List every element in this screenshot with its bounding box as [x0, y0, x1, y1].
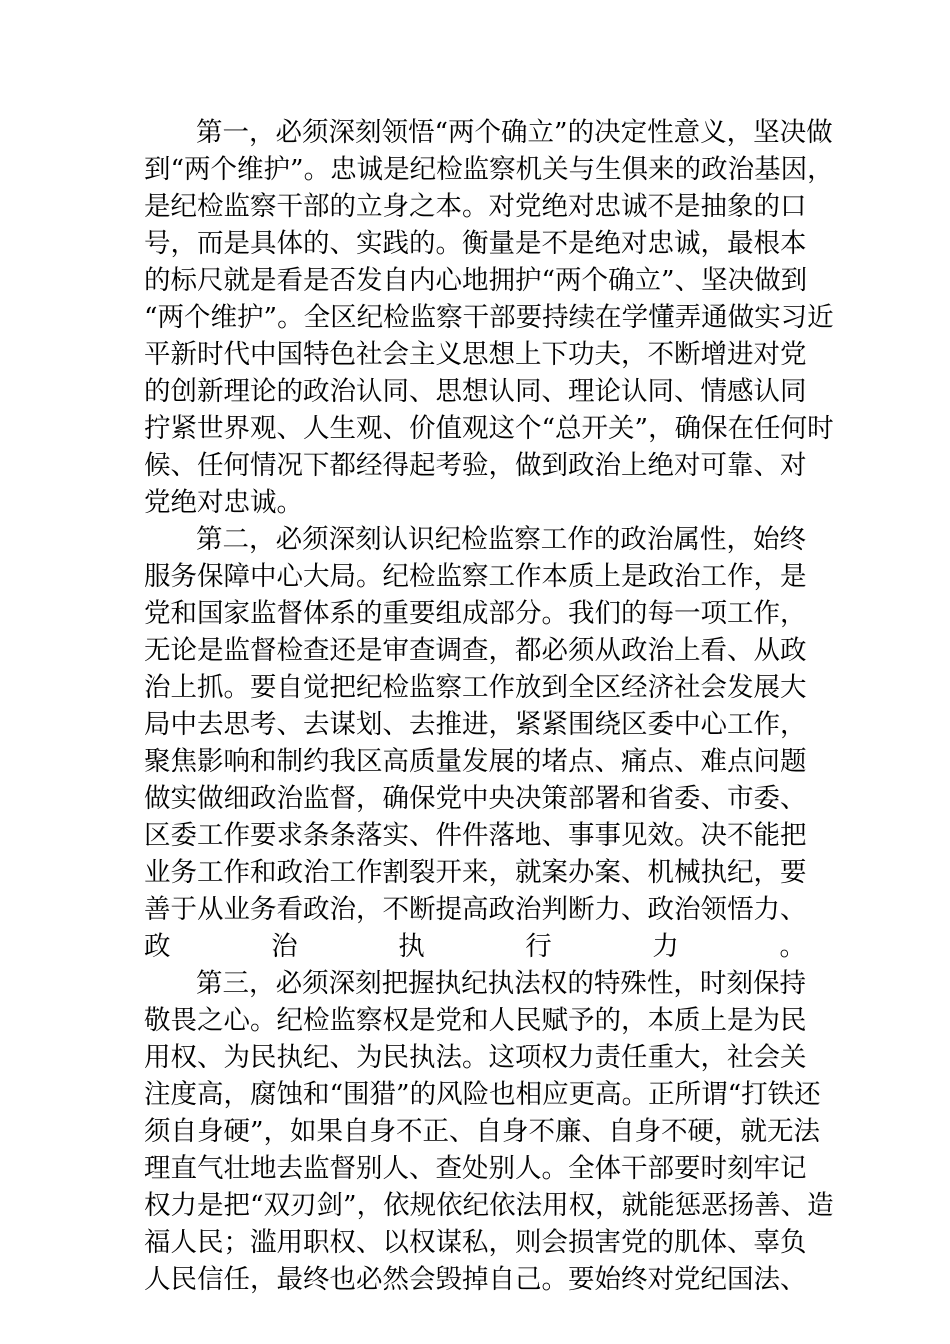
text-line: 候、任何情况下都经得起考验，做到政治上绝对可靠、对: [144, 450, 807, 481]
text-line: 用权、为民执纪、为民执法。这项权力责任重大，社会关: [144, 1042, 807, 1073]
text-line: 业务工作和政治工作割裂开来，就案办案、机械执纪，要: [144, 857, 807, 888]
text-line: 做实做细政治监督，确保党中央决策部署和省委、市委、: [144, 783, 807, 814]
text-line: 无论是监督检查还是审查调查，都必须从政治上看、从政: [144, 635, 807, 666]
text-line: 权力是把“双刃剑”，依规依纪依法用权，就能惩恶扬善、造: [144, 1190, 834, 1221]
text-line: 第三，必须深刻把握执纪执法权的特殊性，时刻保持: [196, 968, 806, 999]
text-line: 党绝对忠诚。: [144, 487, 303, 518]
text-line: 治上抓。要自觉把纪检监察工作放到全区经济社会发展大: [144, 672, 807, 703]
text-line: 党和国家监督体系的重要组成部分。我们的每一项工作，: [144, 598, 807, 629]
paragraph-second: [144, 521, 806, 965]
paragraph-third: [144, 965, 834, 1298]
text-line: 注度高，腐蚀和“围猎”的风险也相应更高。正所谓“打铁还: [144, 1079, 821, 1110]
text-line: 聚焦影响和制约我区高质量发展的堵点、痛点、难点问题: [144, 746, 807, 777]
text-line: 局中去思考、去谋划、去推进，紧紧围绕区委中心工作，: [144, 709, 807, 740]
text-line: 区委工作要求条条落实、件件落地、事事见效。决不能把: [144, 820, 807, 851]
text-line: 善于从业务看政治，不断提高政治判断力、政治领悟力、: [144, 894, 807, 925]
text-line: 人民信任，最终也必然会毁掉自己。要始终对党纪国法、: [144, 1264, 807, 1295]
text-line: 须自身硬”，如果自身不正、自身不廉、自身不硬，就无法: [144, 1116, 821, 1147]
text-line: 拧紧世界观、人生观、价值观这个“总开关”，确保在任何时: [144, 413, 834, 444]
text-line: 号，而是具体的、实践的。衡量是不是绝对忠诚，最根本: [144, 228, 807, 259]
text-line: 平新时代中国特色社会主义思想上下功夫，不断增进对党: [144, 339, 807, 370]
text-line: 第二，必须深刻认识纪检监察工作的政治属性，始终: [196, 524, 806, 555]
document-body: [144, 114, 834, 1298]
text-line: 福人民；滥用职权、以权谋私，则会损害党的肌体、辜负: [144, 1227, 807, 1258]
text-line: 的创新理论的政治认同、思想认同、理论认同、情感认同: [144, 376, 807, 407]
text-line: 服务保障中心大局。纪检监察工作本质上是政治工作，是: [144, 561, 807, 592]
paragraph-first: [144, 114, 834, 521]
text-line: 理直气壮地去监督别人、查处别人。全体干部要时刻牢记: [144, 1153, 807, 1184]
text-line: 政治执行力。: [144, 931, 806, 962]
text-line: 敬畏之心。纪检监察权是党和人民赋予的，本质上是为民: [144, 1005, 807, 1036]
text-line: 是纪检监察干部的立身之本。对党绝对忠诚不是抽象的口: [144, 191, 807, 222]
text-line: 的标尺就是看是否发自内心地拥护“两个确立”、坚决做到: [144, 265, 808, 296]
text-line: “两个维护”。全区纪检监察干部要持续在学懂弄通做实习近: [144, 302, 834, 333]
text-line: 第一，必须深刻领悟“两个确立”的决定性意义，坚决做: [196, 117, 833, 148]
text-line: 到“两个维护”。忠诚是纪检监察机关与生俱来的政治基因，: [144, 154, 834, 185]
